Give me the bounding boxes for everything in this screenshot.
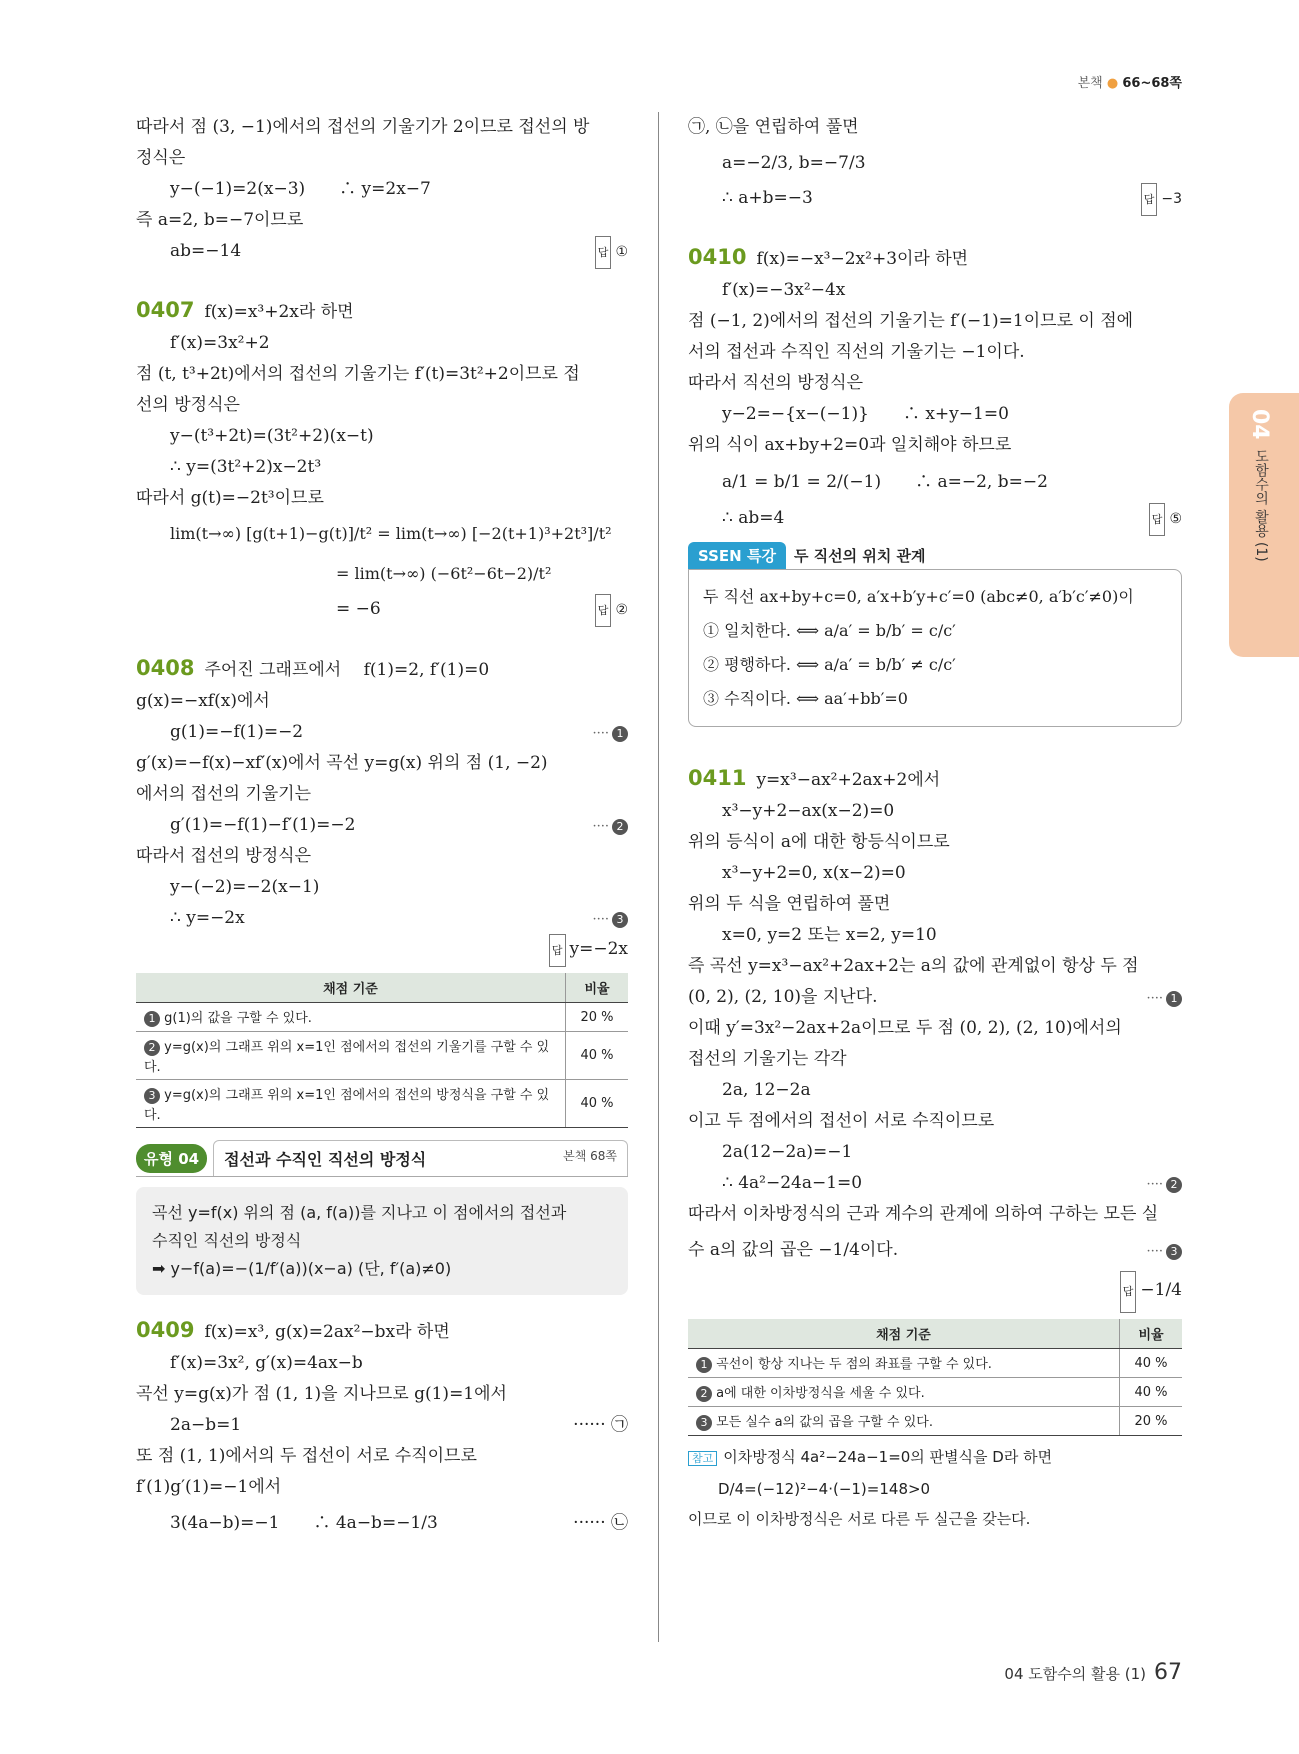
limit-equation: lim(t→∞) [g(t+1)−g(t)]/t² = lim(t→∞) [−2(t+1)³+2t³]/t² (170, 524, 612, 543)
text-line: 점 (−1, 2)에서의 접선의 기울기는 f′(−1)=1이므로 이 점에 (688, 311, 1134, 331)
column-divider (658, 112, 659, 1642)
equation: f′(x)=3x²+2 (170, 333, 270, 353)
equation: 2a, 12−2a (722, 1080, 811, 1100)
equation: x³−y+2−ax(x−2)=0 (722, 801, 895, 821)
page-footer: 04 도함수의 활용 (1) 67 (1004, 1660, 1182, 1685)
equation: ∴ 4a²−24a−1=0 ···· 2 (688, 1168, 1182, 1199)
text-line: 선의 방정식은 (136, 395, 240, 415)
text-line: 또 점 (1, 1)에서의 두 접선이 서로 수직이므로 (136, 1446, 477, 1466)
answer: 답 ② (595, 594, 628, 627)
text-line: 따라서 이차방정식의 근과 계수의 관계에 의하여 구하는 모든 실 (688, 1204, 1159, 1224)
problem-0411: 0411 y=x³−ax²+2ax+2에서 (688, 766, 941, 790)
equation: x=0, y=2 또는 x=2, y=10 (722, 925, 937, 945)
table-row: 2 a에 대한 이차방정식을 세울 수 있다. 40 % (688, 1378, 1182, 1407)
text-line: 에서의 접선의 기울기는 (136, 784, 312, 804)
problem-0410: 0410 f(x)=−x³−2x²+3이라 하면 (688, 245, 969, 269)
text-line: 따라서 점 (3, −1)에서의 접선의 기울기가 2이므로 접선의 방 (136, 117, 590, 137)
chapter-tab: 04 도함수의 활용 (1) (1229, 393, 1299, 657)
type-header: 유형 04 접선과 수직인 직선의 방정식 본책 68쪽 (136, 1140, 628, 1177)
scoring-table: 채점 기준 비율 1 곡선이 항상 지나는 두 점의 좌표를 구할 수 있다. 40 % 2 a에 대한 이차방정식을 세울 수 있다. 40 % 3 모든 실수 a의 값의 곱을 구할 수 있다. 20 % (688, 1319, 1182, 1436)
left-column (136, 112, 628, 1543)
right-column (688, 112, 1182, 1534)
text-line: 따라서 g(t)=−2t³이므로 (136, 488, 324, 508)
text-line: 따라서 접선의 방정식은 (136, 846, 312, 866)
type-summary: 곡선 y=f(x) 위의 점 (a, f(a))를 지나고 이 점에서의 접선과 수직인 직선의 방정식 ➡ y−f(a)=−(1/f′(a))(x−a) (단, f′(a)≠0) (136, 1187, 628, 1295)
equation: a=−2/3, b=−7/3 (722, 153, 866, 173)
answer: 답 ① (595, 236, 628, 269)
equation: ab=−14 답 ① (136, 236, 628, 267)
answer: 답 ⑤ (1149, 503, 1182, 536)
equation: y−(−2)=−2(x−1) (170, 877, 320, 897)
equation: f′(x)=3x², g′(x)=4ax−b (170, 1353, 363, 1373)
text-line: 위의 두 식을 연립하여 풀면 (688, 894, 891, 914)
table-row: 1 g(1)의 값을 구할 수 있다. 20 % (136, 1003, 628, 1032)
text-line: 즉 곡선 y=x³−ax²+2ax+2는 a의 값에 관계없이 항상 두 점 (688, 956, 1139, 976)
text-line: ㉠, ㉡을 연립하여 풀면 (688, 117, 859, 137)
page-number: 67 (1154, 1660, 1182, 1685)
problem-0408: 0408 주어진 그래프에서 f(1)=2, f′(1)=0 (136, 656, 490, 680)
text-line: 위의 등식이 a에 대한 항등식이므로 (688, 832, 950, 852)
equation: y−(−1)=2(x−3) ∴ y=2x−7 (170, 179, 431, 199)
equation: f′(x)=−3x²−4x (722, 280, 846, 300)
equation: g′(1)=−f(1)−f′(1)=−2 ···· 2 (136, 810, 628, 841)
text-line: 이고 두 점에서의 접선이 서로 수직이므로 (688, 1111, 995, 1131)
ssen-special-box: SSEN 특강 두 직선의 위치 관계 두 직선 ax+by+c=0, a′x+b′y+c′=0 (abc≠0, a′b′c′≠0)이 ① 일치한다. ⟺ a/a′ = b/b′ = c/c′ ② 평행하다. ⟺ a/a′ = b/b′ ≠ c/c′ ③ 수직이다. ⟺ aa′+bb′=0 (688, 542, 1182, 727)
equation: g(1)=−f(1)=−2 ···· 1 (136, 717, 628, 748)
table-row: 2 y=g(x)의 그래프 위의 x=1인 점에서의 접선의 기울기를 구할 수 있다. 40 % (136, 1032, 628, 1080)
text-line: 정식은 (136, 148, 186, 168)
text-line: 따라서 직선의 방정식은 (688, 373, 864, 393)
equation: ∴ y=−2x ···· 3 (136, 903, 628, 934)
table-row: 3 모든 실수 a의 값의 곱을 구할 수 있다. 20 % (688, 1407, 1182, 1436)
equation: ∴ a+b=−3 답 −3 (688, 183, 1182, 214)
limit-equation: = lim(t→∞) (−6t²−6t−2)/t² (336, 564, 552, 583)
table-row: 3 y=g(x)의 그래프 위의 x=1인 점에서의 접선의 방정식을 구할 수 있다. 40 % (136, 1080, 628, 1128)
text-line: 접선의 기울기는 각각 (688, 1049, 847, 1069)
page-reference: 본책 ● 66~68쪽 (1077, 76, 1182, 91)
equation: 2a(12−2a)=−1 (722, 1142, 853, 1162)
text-line: 위의 식이 ax+by+2=0과 일치해야 하므로 (688, 435, 1012, 455)
equation: = −6 답 ② (136, 594, 628, 625)
text-line: 즉 a=2, b=−7이므로 (136, 210, 304, 230)
equation: y−(t³+2t)=(3t²+2)(x−t) (170, 426, 374, 446)
text-line: 수 a의 값의 곱은 −1/4이다. ···· 3 (688, 1230, 1182, 1270)
text-line: f′(1)g′(1)=−1에서 (136, 1477, 282, 1497)
equation: 2a−b=1 ······ ㉠ (170, 1415, 628, 1435)
text-line: 이때 y′=3x²−2ax+2a이므로 두 점 (0, 2), (2, 10)에서의 (688, 1018, 1122, 1038)
reference-note: 참고 이차방정식 4a²−24a−1=0의 판별식을 D라 하면 D/4=(−12)²−4·(−1)=148>0 이므로 이 이차방정식은 서로 다른 두 실근을 갖는다. (688, 1448, 1053, 1528)
text-line: 점 (t, t³+2t)에서의 접선의 기울기는 f′(t)=3t²+2이므로 접 (136, 364, 580, 384)
equation: 3(4a−b)=−1 ∴ 4a−b=−1/3 ······ ㉡ (170, 1513, 628, 1533)
equation: ∴ y=(3t²+2)x−2t³ (170, 457, 322, 477)
problem-0409: 0409 f(x)=x³, g(x)=2ax²−bx라 하면 (136, 1318, 450, 1342)
text-line: (0, 2), (2, 10)을 지난다. ···· 1 (688, 982, 1182, 1013)
answer: 답 −1/4 (688, 1270, 1182, 1313)
text-line: g(x)=−xf(x)에서 (136, 691, 270, 711)
problem-0407: 0407 f(x)=x³+2x라 하면 (136, 298, 354, 322)
equation: ∴ ab=4 답 ⑤ (688, 503, 1182, 534)
equation: y−2=−{x−(−1)} ∴ x+y−1=0 (722, 404, 1009, 424)
answer: 답 −3 (1141, 183, 1182, 216)
equation: x³−y+2=0, x(x−2)=0 (722, 863, 906, 883)
answer: 답 y=−2x (136, 934, 628, 967)
text-line: 서의 접선과 수직인 직선의 기울기는 −1이다. (688, 342, 1025, 362)
scoring-table: 채점 기준 비율 1 g(1)의 값을 구할 수 있다. 20 % 2 y=g(x)의 그래프 위의 x=1인 점에서의 접선의 기울기를 구할 수 있다. 40 % 3 y=g(x)의 그래프 위의 x=1인 점에서의 접선의 방정식을 구할 수 있다. 40 % (136, 973, 628, 1128)
table-row: 1 곡선이 항상 지나는 두 점의 좌표를 구할 수 있다. 40 % (688, 1349, 1182, 1378)
text-line: g′(x)=−f(x)−xf′(x)에서 곡선 y=g(x) 위의 점 (1, −2) (136, 753, 548, 773)
text-line: 곡선 y=g(x)가 점 (1, 1)을 지나므로 g(1)=1에서 (136, 1384, 507, 1404)
equation: a/1 = b/1 = 2/(−1) ∴ a=−2, b=−2 (722, 472, 1048, 492)
